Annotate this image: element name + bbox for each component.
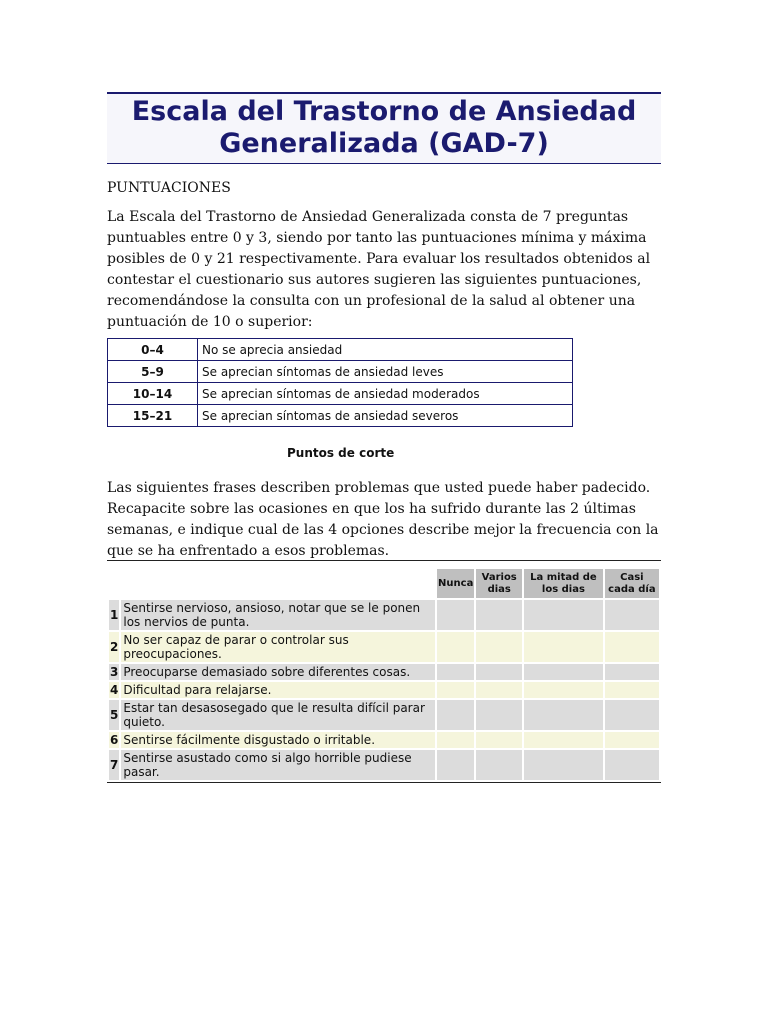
questionnaire — [107, 560, 661, 783]
answer-cell-mitad-dias[interactable] — [524, 632, 603, 662]
instructions-paragraph: Las siguientes frases describen problemas que usted puede haber padecido. Recapacite sobre las ocasiones en que los ha sufrido durante las 2 últimas semanas, e indique cual de las 4 opciones describe mejor la frecuencia con la que se ha enfrentado a esos problemas. — [107, 480, 659, 559]
score-range: 0–4 — [108, 339, 198, 361]
question-number: 5 — [109, 700, 119, 730]
table-row — [109, 750, 659, 780]
question-number: 2 — [109, 632, 119, 662]
question-text: Dificultad para relajarse. — [121, 682, 435, 698]
question-text: Sentirse asustado como si algo horrible pudiese pasar. — [121, 750, 435, 780]
answer-cell-mitad-dias[interactable] — [524, 664, 603, 680]
answer-cell-varios-dias[interactable] — [476, 750, 522, 780]
answer-cell-casi-cada-dia[interactable] — [605, 700, 659, 730]
answer-cell-mitad-dias[interactable] — [524, 700, 603, 730]
answer-cell-nunca[interactable] — [437, 700, 474, 730]
answer-cell-mitad-dias[interactable] — [524, 732, 603, 748]
answer-cell-varios-dias[interactable] — [476, 632, 522, 662]
questions-table — [107, 567, 661, 782]
scores-row — [108, 361, 573, 383]
question-number: 3 — [110, 665, 119, 679]
answer-cell-mitad-dias[interactable] — [524, 682, 603, 698]
answer-cell-mitad-dias[interactable] — [524, 750, 603, 780]
table-row — [109, 700, 659, 730]
score-range: 15–21 — [108, 405, 198, 427]
answer-cell-casi-cada-dia[interactable] — [605, 600, 659, 630]
question-number: 7 — [109, 750, 119, 780]
question-text: Estar tan desasosegado que le resulta difícil parar quieto. — [121, 700, 435, 730]
column-header-mitad-dias: La mitad de los dias — [524, 569, 603, 598]
questions-header-row — [109, 569, 659, 598]
question-number: 6 — [110, 733, 119, 747]
title-box — [107, 92, 661, 164]
scores-row — [108, 383, 573, 405]
table-row — [109, 682, 659, 698]
table-row — [109, 732, 659, 748]
column-header-nunca: Nunca — [437, 569, 474, 598]
intro-paragraph: La Escala del Trastorno de Ansiedad Generalizada consta de 7 preguntas puntuables entre 0 y 3, siendo por tanto las puntuaciones mínima y máxima posibles de 0 y 21 respectivamente. Para evaluar los resultados obtenidos al contestar el cuestionario sus autores sugieren las siguientes puntuaciones, recomendándose la consulta con un profesional de la salud al obtener una puntuación de 10 o superior: — [107, 209, 651, 330]
score-range: 5–9 — [108, 361, 198, 383]
table-row — [109, 632, 659, 662]
answer-cell-varios-dias[interactable] — [476, 682, 522, 698]
question-number: 4 — [110, 683, 119, 697]
answer-cell-nunca[interactable] — [437, 632, 474, 662]
question-number: 1 — [109, 600, 119, 630]
table-row — [109, 600, 659, 630]
score-description: No se aprecia ansiedad — [198, 339, 573, 361]
score-description: Se aprecian síntomas de ansiedad moderados — [198, 383, 573, 405]
answer-cell-mitad-dias[interactable] — [524, 600, 603, 630]
column-header-varios-dias: Varios dias — [476, 569, 522, 598]
scores-row — [108, 405, 573, 427]
answer-cell-nunca[interactable] — [437, 732, 474, 748]
answer-cell-varios-dias[interactable] — [476, 664, 522, 680]
scores-table — [107, 338, 573, 427]
column-header-casi-cada-dia: Casi cada día — [605, 569, 659, 598]
page-title-line-1: Escala del Trastorno de Ansiedad — [131, 96, 637, 127]
header-blank — [109, 569, 435, 598]
score-description: Se aprecian síntomas de ansiedad leves — [198, 361, 573, 383]
document-page — [107, 92, 661, 783]
answer-cell-nunca[interactable] — [437, 750, 474, 780]
page-title-line-2: Generalizada (GAD-7) — [219, 128, 549, 159]
question-text: No ser capaz de parar o controlar sus preocupaciones. — [121, 632, 435, 662]
question-text: Sentirse fácilmente disgustado o irritable. — [121, 732, 435, 748]
answer-cell-varios-dias[interactable] — [476, 732, 522, 748]
answer-cell-nunca[interactable] — [437, 600, 474, 630]
table-row — [109, 664, 659, 680]
answer-cell-nunca[interactable] — [437, 682, 474, 698]
answer-cell-casi-cada-dia[interactable] — [605, 732, 659, 748]
score-description: Se aprecian síntomas de ansiedad severos — [198, 405, 573, 427]
question-text: Sentirse nervioso, ansioso, notar que se le ponen los nervios de punta. — [121, 600, 435, 630]
section-heading: PUNTUACIONES — [107, 180, 231, 196]
answer-cell-casi-cada-dia[interactable] — [605, 750, 659, 780]
scores-row — [108, 339, 573, 361]
score-range: 10–14 — [108, 383, 198, 405]
answer-cell-varios-dias[interactable] — [476, 600, 522, 630]
scores-caption: Puntos de corte — [287, 446, 395, 460]
answer-cell-nunca[interactable] — [437, 664, 474, 680]
answer-cell-casi-cada-dia[interactable] — [605, 664, 659, 680]
answer-cell-casi-cada-dia[interactable] — [605, 682, 659, 698]
question-text: Preocuparse demasiado sobre diferentes cosas. — [121, 664, 435, 680]
answer-cell-casi-cada-dia[interactable] — [605, 632, 659, 662]
answer-cell-varios-dias[interactable] — [476, 700, 522, 730]
